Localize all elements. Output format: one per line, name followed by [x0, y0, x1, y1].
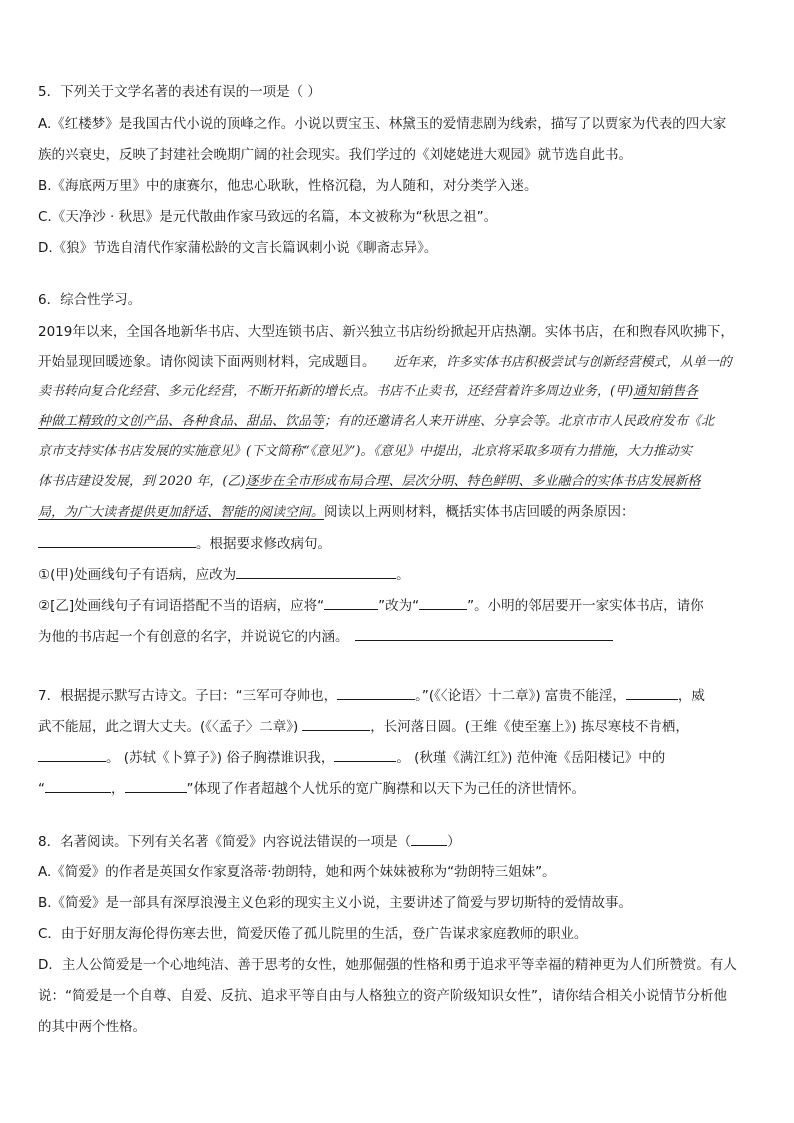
q6-line8 [38, 533, 758, 554]
q6-line10-end: ”。小明的邻居要开一家实体书店，请你 [467, 598, 704, 614]
q7-line3-text: 。 (苏轼《卜算子》) 俗子胸襟谁识我， [106, 750, 335, 766]
q6-underlined-jia-part1: 通知销售各 [633, 384, 699, 399]
q6-store-name-blank[interactable] [355, 626, 613, 641]
q5-option-a-line1: A.《红楼梦》是我国古代小说的顶峰之作。小说以贾宝玉、林黛玉的爱情悲剧为线索，描写了以贾家为代表的四大家 [38, 116, 727, 132]
q6-line9-text: ①(甲)处画线句子有语病，应改为 [38, 567, 237, 583]
q8-answer-blank[interactable] [411, 831, 447, 846]
q8-stem-end: ） [447, 834, 461, 850]
q6-line9 [38, 564, 758, 585]
q7-blank-2[interactable] [626, 685, 678, 700]
q6-line7-text: 阅读以上两则材料，概括实体书店回暖的两条原因： [324, 504, 635, 520]
q8-stem-text: 8．名著阅读。下列有关名著《简爱》内容说法错误的一项是（ [38, 834, 412, 850]
q6-reason-blank[interactable] [38, 533, 196, 548]
q8-option-c: C．由于好朋友海伦得伤寒去世，简爱厌倦了孤儿院里的生活，登广告谋求家庭教师的职业。 [38, 926, 588, 942]
q6-line7 [38, 502, 758, 523]
q6-title: 6．综合性学习。 [38, 292, 142, 308]
q7-blank-6[interactable] [45, 778, 111, 793]
q5-option-b: B.《海底两万里》中的康赛尔，他忠心耿耿，性格沉稳，为人随和，对分类学入迷。 [38, 178, 538, 194]
q6-line3-text: 卖书转向复合化经营、多元化经营，不断开拓新的增长点。书店不止卖书，还经营着许多周边业务，(甲) [38, 384, 634, 399]
q7-line4-comma: ， [111, 781, 125, 797]
q6-yi-wrong-word-blank[interactable] [324, 595, 378, 610]
q7-blank-1[interactable] [337, 685, 415, 700]
q6-line1: 2019年以来，全国各地新华书店、大型连锁书店、新兴独立书店纷纷掀起开店热潮。实体书店，在和煦春风吹拂下， [38, 324, 734, 340]
q6-line3 [38, 382, 758, 402]
q6-underlined-yi-part2: 局，为广大读者提供更加舒适、智能的阅读空间。 [38, 505, 325, 520]
q7-blank-4[interactable] [38, 747, 106, 762]
q5-option-a-line2: 族的兴衰史，反映了封建社会晚期广阔的社会现实。我们学过的《刘姥姥进大观园》就节选自此书。 [38, 147, 632, 163]
q8-stem [38, 831, 758, 852]
q6-line11 [38, 626, 758, 647]
q8-option-d-line1: D．主人公简爱是一个心地纯洁、善于思考的女性，她那倔强的性格和勇于追求平等幸福的精神更为人们所赞赏。有人 [38, 957, 737, 973]
q7-line3 [38, 747, 758, 768]
q8-option-d-line3: 的其中两个性格。 [38, 1019, 146, 1035]
q7-blank-7[interactable] [125, 778, 187, 793]
q8-option-d-line2: 说：“简爱是一个自尊、自爱、反抗、追求平等自由与人格独立的资产阶级知识女性”，请你结合相关小说情节分析他 [38, 988, 727, 1004]
q7-line1-text: 7．根据提示默写古诗文。子曰：“三军可夺帅也， [38, 688, 338, 704]
q6-line4-text: ；有的还邀请名人来开讲座、分享会等。北京市市人民政府发布《北 [324, 414, 715, 429]
q6-line6 [38, 472, 758, 492]
q7-line3-end: 。 (秋瑾《满江红》) 范仲淹《岳阳楼记》中的 [396, 750, 666, 766]
q7-line4-text: ”体现了作者超越个人忧乐的宽广胸襟和以天下为己任的济世情怀。 [186, 781, 585, 797]
q6-line2-text: 开始显现回暖迹象。请你阅读下面两则材料，完成题目。 [38, 354, 376, 370]
q6-line8-text: 。根据要求修改病句。 [196, 536, 331, 552]
q6-line2 [38, 352, 758, 373]
q6-line11-text: 为他的书店起一个有创意的名字，并说说它的内涵。 [38, 629, 349, 645]
q7-line1-end: ，威 [677, 688, 705, 704]
q7-line2-mid: ，长河落日圆。(王维《使至塞上》) 拣尽寒枝不肯栖， [370, 719, 689, 735]
q7-line1-mid: 。”(《〈论语〉十二章》) 富贵不能淫， [415, 688, 626, 704]
q6-line10 [38, 595, 758, 616]
q7-line1 [38, 685, 758, 706]
q6-line10-text: ②[乙]处画线句子有词语搭配不当的语病，应将“ [38, 598, 325, 614]
q6-jia-correction-blank[interactable] [236, 564, 396, 579]
q6-line5: 京市支持实体书店发展的实施意见》(下文简称“《意见》”)。《意见》中提出，北京将采取多项有力措施，大力推动实 [38, 444, 692, 459]
q6-line6-text: 体书店建设发展，到 2020 年，(乙) [38, 474, 246, 489]
q5-option-c: C.《天净沙 · 秋思》是元代散曲作家马致远的名篇，本文被称为“秋思之祖”。 [38, 209, 498, 225]
q6-material-text: 近年来，许多实体书店积极尝试与创新经营模式，从单一的 [393, 355, 732, 370]
q7-line2 [38, 716, 758, 737]
q6-line10-mid: ”改为“ [378, 598, 420, 614]
q7-line2-text: 武不能屈，此之谓大丈夫。(《〈孟子〉二章》) [38, 719, 299, 735]
q7-line4 [38, 778, 758, 799]
q5-option-d: D.《狼》节选自清代作家蒲松龄的文言长篇讽刺小说《聊斋志异》。 [38, 240, 438, 256]
q8-option-b: B.《简爱》是一部具有深厚浪漫主义色彩的现实主义小说，主要讲述了简爱与罗切斯特的爱情故事。 [38, 895, 633, 911]
q6-line9-end: 。 [396, 567, 410, 583]
q6-line4 [38, 412, 758, 432]
q7-line4-open: “ [38, 781, 45, 797]
q6-underlined-jia-part2: 种做工精致的文创产品、各种食品、甜品、饮品等 [38, 414, 325, 429]
q7-blank-3[interactable] [302, 716, 370, 731]
q5-stem: 5．下列关于文学名著的表述有误的一项是（ ） [38, 84, 321, 100]
q7-blank-5[interactable] [334, 747, 396, 762]
q6-yi-right-word-blank[interactable] [419, 595, 467, 610]
q6-underlined-yi-part1: 逐步在全市形成布局合理、层次分明、特色鲜明、多业融合的实体书店发展新格 [245, 474, 701, 489]
q8-option-a: A.《简爱》的作者是英国女作家夏洛蒂·勃朗特，她和两个妹妹被称为“勃朗特三姐妹”。 [38, 864, 556, 880]
